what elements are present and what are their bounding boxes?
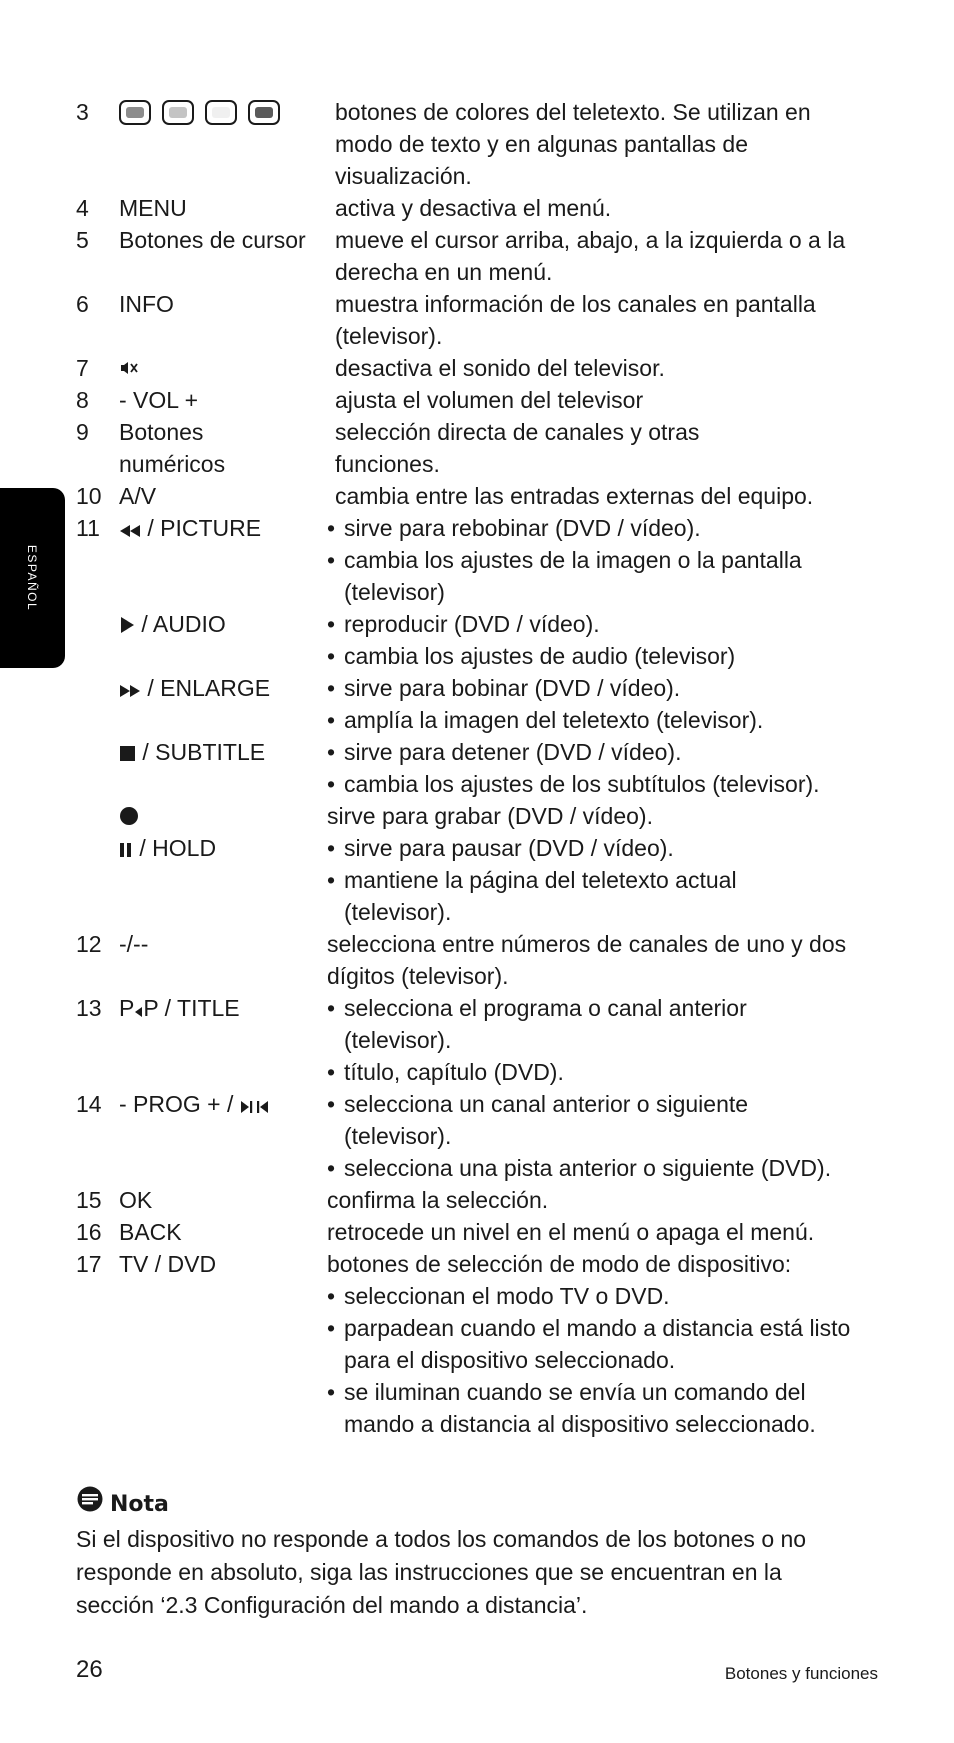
bullet-line: • parpadean cuando el mando a distancia está listo [327, 1312, 887, 1344]
function-row [0, 96, 954, 192]
color-buttons [119, 100, 280, 125]
button-name-text: / SUBTITLE [136, 739, 266, 765]
record-icon [119, 802, 139, 834]
color-button-icon [248, 100, 280, 125]
color-button-fill [212, 107, 230, 118]
function-description [335, 96, 895, 192]
row-number: 17 [76, 1251, 102, 1277]
function-row [0, 224, 954, 288]
button-name-text: / AUDIO [135, 611, 226, 637]
color-button-fill [126, 107, 144, 118]
function-row [0, 352, 954, 384]
button-name [119, 384, 198, 416]
note-text-line: responde en absoluto, siga las instrucciones que se encuentran en la [76, 1559, 782, 1585]
button-name [119, 352, 139, 386]
note-text-line: Si el dispositivo no responde a todos los comandos de los botones o no [76, 1526, 807, 1552]
row-number: 3 [76, 99, 89, 125]
button-name-line [119, 1088, 270, 1122]
function-description [335, 384, 895, 416]
row-number: 9 [76, 419, 89, 445]
description-line: cambia entre las entradas externas del equipo. [335, 483, 814, 509]
row-number: 8 [76, 387, 89, 413]
button-name [119, 96, 280, 128]
description-line: modo de texto y en algunas pantallas de [335, 131, 749, 157]
description-line: (televisor). [335, 323, 443, 349]
bullet-line: • selecciona el programa o canal anterior [327, 992, 887, 1024]
button-name-text: / PICTURE [141, 515, 262, 541]
description-line: retrocede un nivel en el menú o apaga el menú. [327, 1219, 815, 1245]
bullet-line: • seleccionan el modo TV o DVD. [327, 1280, 887, 1312]
row-number: 7 [76, 355, 89, 381]
bullet-line: • amplía la imagen del teletexto (televisor). [327, 704, 887, 736]
button-name-text: - PROG + / [119, 1091, 240, 1117]
function-description [335, 352, 895, 384]
note-header [76, 1485, 896, 1523]
description-line: selecciona entre números de canales de uno y dos [327, 931, 847, 957]
row-number: 16 [76, 1219, 102, 1245]
button-name-text: / HOLD [133, 835, 217, 861]
language-tab-label: ESPAÑOL [25, 544, 39, 612]
bullet-line: • sirve para pausar (DVD / vídeo). [327, 832, 887, 864]
function-row [0, 928, 954, 992]
function-row [0, 288, 954, 352]
button-name-line [119, 832, 216, 866]
button-name-line [119, 512, 261, 546]
button-name-line: A/V [119, 483, 157, 509]
row-number: 4 [76, 195, 89, 221]
button-name [119, 736, 265, 770]
function-row [0, 416, 954, 480]
description-line: botones de selección de modo de dispositivo: [327, 1251, 792, 1277]
function-row [0, 1088, 954, 1184]
description-line: visualización. [335, 163, 472, 189]
function-description [335, 192, 895, 224]
function-description [327, 1216, 887, 1248]
function-description [327, 832, 887, 928]
pause-icon [119, 834, 133, 866]
button-name [119, 416, 225, 480]
button-name [119, 1184, 152, 1216]
page-number: 26 [76, 1656, 103, 1683]
bullet-line: • sirve para rebobinar (DVD / vídeo). [327, 512, 887, 544]
button-name-line [119, 992, 240, 1026]
bullet-line: (televisor). [344, 899, 452, 925]
color-button-icon [205, 100, 237, 125]
function-row [0, 480, 954, 512]
button-name-line: OK [119, 1187, 153, 1213]
function-description [335, 288, 895, 352]
rewind-icon [119, 514, 141, 546]
function-row [0, 384, 954, 416]
bullet-line: (televisor). [344, 1027, 452, 1053]
function-row [0, 1184, 954, 1216]
button-name-line: Botones [119, 419, 204, 445]
function-row [0, 736, 954, 800]
function-description [327, 1088, 887, 1184]
color-button-fill [255, 107, 273, 118]
button-name [119, 608, 226, 642]
row-number: 11 [76, 515, 100, 541]
function-row [0, 1216, 954, 1248]
bullet-line: • cambia los ajustes de la imagen o la pantalla [327, 544, 887, 576]
bullet-line: • cambia los ajustes de audio (televisor) [327, 640, 887, 672]
row-number: 12 [76, 931, 102, 957]
description-line: funciones. [335, 451, 440, 477]
function-description [335, 416, 895, 480]
row-number: 13 [76, 995, 102, 1021]
button-name-line: INFO [119, 291, 174, 317]
row-number: 14 [76, 1091, 102, 1117]
button-name [119, 672, 270, 706]
bullet-line: • título, capítulo (DVD). [327, 1056, 887, 1088]
note-box [76, 1485, 896, 1622]
button-name [119, 288, 174, 320]
button-name-text: P / TITLE [143, 995, 240, 1021]
button-name [119, 192, 187, 224]
function-description [327, 608, 887, 672]
bullet-line: • selecciona una pista anterior o siguiente (DVD). [327, 1152, 887, 1184]
description-line: sirve para grabar (DVD / vídeo). [327, 803, 653, 829]
mute-icon [119, 354, 139, 386]
button-name [119, 224, 306, 256]
button-name-text: P [119, 995, 135, 1021]
bullet-line: • selecciona un canal anterior o siguiente [327, 1088, 887, 1120]
bullet-line: • mantiene la página del teletexto actual [327, 864, 887, 896]
skip-icon [240, 1090, 270, 1122]
description-line: confirma la selección. [327, 1187, 549, 1213]
play-icon [119, 610, 135, 642]
note-title: Nota [110, 1491, 169, 1517]
function-description [327, 928, 887, 992]
bullet-line: • cambia los ajustes de los subtítulos (televisor). [327, 768, 887, 800]
function-row [0, 800, 954, 832]
button-name-line: TV / DVD [119, 1251, 217, 1277]
function-description [327, 512, 887, 608]
row-number: 15 [76, 1187, 102, 1213]
color-button-icon [119, 100, 151, 125]
color-button-fill [169, 107, 187, 118]
function-description [327, 736, 887, 800]
description-line: desactiva el sonido del televisor. [335, 355, 665, 381]
note-text-line: sección ‘2.3 Configuración del mando a distancia’. [76, 1592, 588, 1618]
button-name-text: / ENLARGE [141, 675, 271, 701]
button-name [119, 1088, 270, 1122]
bullet-line: • sirve para bobinar (DVD / vídeo). [327, 672, 887, 704]
function-row [0, 192, 954, 224]
row-number: 10 [76, 483, 102, 509]
fast-forward-icon [119, 674, 141, 706]
description-line: dígitos (televisor). [327, 963, 509, 989]
bullet-line: • reproducir (DVD / vídeo). [327, 608, 887, 640]
row-number: 5 [76, 227, 89, 253]
button-name-line [119, 800, 139, 834]
function-row [0, 608, 954, 672]
description-line: ajusta el volumen del televisor [335, 387, 644, 413]
bullet-line: para el dispositivo seleccionado. [344, 1347, 676, 1373]
bullet-line: (televisor) [344, 579, 445, 605]
button-name [119, 992, 240, 1026]
button-name [119, 480, 156, 512]
function-description [327, 1248, 887, 1440]
button-function-list [0, 96, 954, 1440]
description-line: botones de colores del teletexto. Se utilizan en [335, 99, 811, 125]
bullet-line: • se iluminan cuando se envía un comando del [327, 1376, 887, 1408]
button-name-line: numéricos [119, 451, 226, 477]
function-description [327, 1184, 887, 1216]
function-description [327, 992, 887, 1088]
button-name-line: -/-- [119, 931, 149, 957]
function-description [327, 672, 887, 736]
button-name-line: BACK [119, 1219, 182, 1245]
footer-section-title: Botones y funciones [724, 1664, 878, 1683]
function-description [335, 480, 895, 512]
description-line: selección directa de canales y otras [335, 419, 700, 445]
stop-icon [119, 738, 136, 770]
function-row [0, 832, 954, 928]
function-row [0, 512, 954, 608]
button-name [119, 800, 139, 834]
description-line: derecha en un menú. [335, 259, 553, 285]
button-name-line: MENU [119, 195, 187, 221]
button-name-line [119, 608, 226, 642]
button-name-line: - VOL + [119, 387, 199, 413]
function-row [0, 992, 954, 1088]
button-name [119, 832, 216, 866]
bullet-line: (televisor). [344, 1123, 452, 1149]
button-name [119, 1216, 182, 1248]
button-name [119, 512, 261, 546]
function-description [327, 800, 887, 832]
previous-program-icon [134, 994, 143, 1026]
button-name [119, 928, 148, 960]
note-icon [76, 1485, 104, 1523]
button-name [119, 1248, 216, 1280]
description-line: activa y desactiva el menú. [335, 195, 612, 221]
description-line: muestra información de los canales en pantalla [335, 291, 816, 317]
color-button-icon [162, 100, 194, 125]
button-name-line [119, 672, 270, 706]
bullet-line: mando a distancia al dispositivo seleccionado. [344, 1411, 816, 1437]
function-row [0, 672, 954, 736]
button-name-line [119, 352, 139, 386]
bullet-line: • sirve para detener (DVD / vídeo). [327, 736, 887, 768]
button-name-line: Botones de cursor [119, 227, 306, 253]
description-line: mueve el cursor arriba, abajo, a la izquierda o a la [335, 227, 846, 253]
row-number: 6 [76, 291, 89, 317]
button-name-line [119, 736, 265, 770]
function-description [335, 224, 895, 288]
function-row [0, 1248, 954, 1440]
